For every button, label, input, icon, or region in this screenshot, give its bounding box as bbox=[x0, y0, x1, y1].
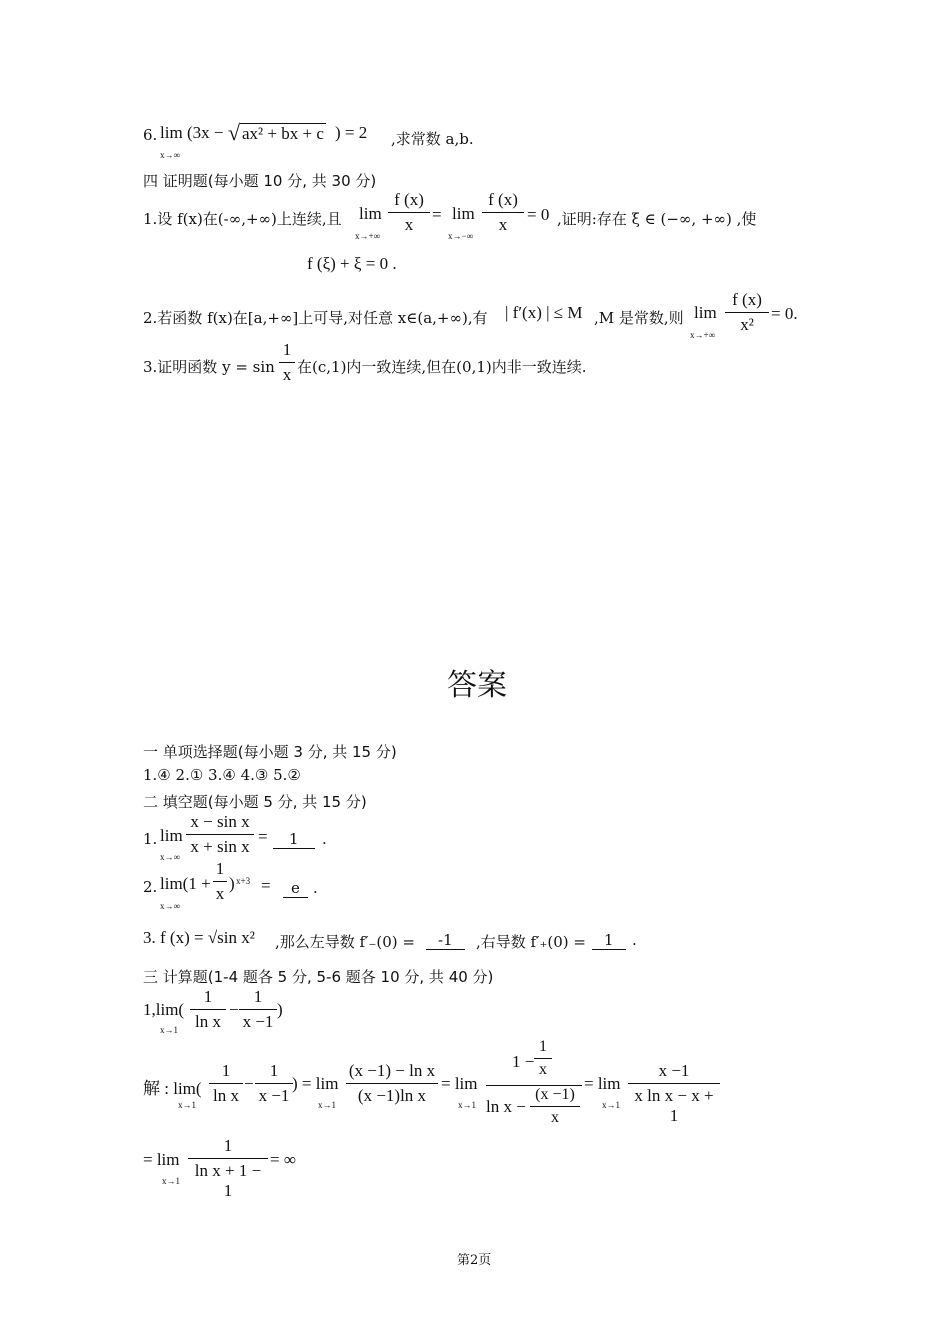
proof1-frac1: $\frac{f (x)}{x}$ bbox=[388, 190, 430, 235]
calc1-frac2: $\frac{1}{x -1}$ bbox=[239, 987, 277, 1032]
solution-frac4-num-a: 1 − bbox=[512, 1052, 535, 1071]
fill3-tail: . bbox=[632, 931, 637, 949]
calc1-close: ) bbox=[277, 1000, 283, 1019]
proof2-frac: $\frac{f (x)}{\text{x²}}$ bbox=[725, 290, 769, 335]
proof1-eq: = bbox=[432, 205, 442, 224]
fill3-lead: 3. f (x) = √sin x² bbox=[143, 928, 255, 947]
fill1-answer: 1 bbox=[273, 830, 315, 849]
fill2-lim: lim(1 + bbox=[160, 874, 211, 893]
proof2-lim-sub: x→+∞ bbox=[690, 330, 715, 340]
proof1-eq0: = 0 bbox=[527, 205, 550, 224]
proof1-frac2: $\frac{f (x)}{x}$ bbox=[482, 190, 524, 235]
solution-lim-sub-2: x→1 bbox=[318, 1100, 336, 1110]
q6-expr-a: (3x − bbox=[187, 123, 224, 142]
calc1-minus: − bbox=[229, 1000, 239, 1019]
solution-frac6: $\frac{1}{\text{ln x + 1 − 1}}$ bbox=[188, 1136, 268, 1201]
answers-title: 答案 bbox=[447, 668, 507, 703]
solution-eq2: = lim bbox=[441, 1074, 478, 1093]
solution-line2-eq: = lim bbox=[143, 1150, 180, 1169]
fill2-eq: = bbox=[261, 876, 271, 895]
answers-section-2-heading: 二 填空题(每小题 5 分, 共 15 分) bbox=[143, 793, 367, 811]
solution-eq1: ) = lim bbox=[292, 1074, 339, 1093]
q6-tail: ,求常数 a,b. bbox=[391, 130, 474, 148]
calc1-lead: 1,lim( bbox=[143, 1000, 185, 1019]
answers-section-1-heading: 一 单项选择题(每小题 3 分, 共 15 分) bbox=[143, 743, 397, 761]
fill2-lim-sub: x→∞ bbox=[160, 901, 180, 911]
answers-section-1-list: 1.④ 2.① 3.④ 4.③ 5.② bbox=[143, 766, 301, 784]
fill3-mid2: ,右导数 f′₊(0) = bbox=[476, 933, 586, 951]
fill2-exponent: x+3 bbox=[236, 876, 251, 886]
proof3-tail: 在(c,1)内一致连续,但在(0,1)内非一致连续. bbox=[297, 358, 587, 376]
solution-frac4-num-inner: $\frac{1}{x}$ bbox=[534, 1038, 552, 1079]
solution-lead: 解 : lim( bbox=[143, 1079, 202, 1098]
q6-radical: √ bbox=[228, 120, 241, 145]
proof1-tail: ,证明:存在 ξ ∈ (−∞, +∞) ,使 bbox=[557, 210, 757, 228]
fill2-num: 2. bbox=[143, 878, 158, 896]
fill2-frac: $\frac{1}{x}$ bbox=[213, 859, 227, 904]
proof2-abs: | f′(x) | ≤ M bbox=[505, 303, 583, 322]
q6-expr-b: ) = 2 bbox=[335, 123, 368, 142]
proof1-lim2-sub: x→−∞ bbox=[448, 231, 473, 241]
solution-line2-lim-sub: x→1 bbox=[162, 1176, 180, 1186]
fill1-frac: $\frac{\text{x − sin x}}{\text{x + sin x}}$ bbox=[186, 812, 254, 857]
calc1-lim-sub: x→1 bbox=[160, 1025, 178, 1035]
fill1-num: 1. bbox=[143, 830, 158, 848]
solution-lim-sub-1: x→1 bbox=[178, 1100, 196, 1110]
solution-line2-tail: = ∞ bbox=[270, 1150, 296, 1169]
proof3-frac: $\frac{1}{x}$ bbox=[279, 340, 295, 385]
solution-frac1: $\frac{1}{\text{ln x}}$ bbox=[209, 1061, 243, 1106]
proof1-lead: 1.设 f(x)在(-∞,+∞)上连续,且 bbox=[143, 210, 342, 228]
fill3-answer1: -1 bbox=[426, 931, 465, 950]
fill1-eq: = bbox=[258, 827, 268, 846]
fill1-lim: lim bbox=[160, 826, 183, 845]
fill3-answer2: 1 bbox=[592, 931, 626, 950]
section-4-heading: 四 证明题(每小题 10 分, 共 30 分) bbox=[143, 172, 377, 190]
q6-label: 6. bbox=[143, 126, 158, 144]
proof2-tail: = 0. bbox=[771, 304, 798, 323]
proof1-lim1: lim bbox=[359, 204, 382, 223]
solution-lim-sub-3: x→1 bbox=[458, 1100, 476, 1110]
solution-minus: − bbox=[244, 1074, 254, 1093]
proof2-mid: ,M 是常数,则 bbox=[594, 309, 684, 327]
fill2-tail: . bbox=[313, 879, 318, 897]
solution-frac3: $\frac{\text{(x −1) − ln x}}{\text{(x −1)ln x}}$ bbox=[346, 1061, 438, 1106]
answers-section-3-heading: 三 计算题(1-4 题各 5 分, 5-6 题各 10 分, 共 40 分) bbox=[143, 968, 494, 986]
solution-frac5: $\frac{x -1}{\text{x ln x − x + 1}}$ bbox=[628, 1061, 720, 1126]
proof1-lim2: lim bbox=[452, 204, 475, 223]
q6-radicand: ax² + bx + c bbox=[242, 124, 324, 143]
solution-frac2: $\frac{1}{x -1}$ bbox=[255, 1061, 293, 1106]
fill1-lim-sub: x→∞ bbox=[160, 852, 180, 862]
proof1-line2: f (ξ) + ξ = 0 . bbox=[307, 254, 397, 273]
proof2-lim: lim bbox=[694, 303, 717, 322]
page-number: 第2页 bbox=[457, 1253, 492, 1268]
solution-lim-sub-4: x→1 bbox=[602, 1100, 620, 1110]
proof1-lim1-sub: x→+∞ bbox=[355, 231, 380, 241]
solution-frac4-den-a: ln x − bbox=[486, 1097, 526, 1116]
solution-frac4-den-inner: $\frac{(x -1)}{x}$ bbox=[530, 1086, 580, 1127]
q6-lim: lim bbox=[160, 123, 183, 142]
fill2-answer: e bbox=[283, 879, 308, 898]
solution-eq3: = lim bbox=[584, 1074, 621, 1093]
calc1-frac1: $\frac{1}{\text{ln x}}$ bbox=[190, 987, 226, 1032]
fill1-tail: . bbox=[322, 830, 327, 848]
proof3-lead: 3.证明函数 y = sin bbox=[143, 358, 275, 376]
proof2-lead: 2.若函数 f(x)在[a,+∞]上可导,对任意 x∈(a,+∞),有 bbox=[143, 309, 488, 327]
q6-lim-sub: x→∞ bbox=[160, 150, 180, 160]
fill2-close: ) bbox=[229, 874, 235, 893]
fill3-mid1: ,那么左导数 f′₋(0) = bbox=[275, 933, 415, 951]
